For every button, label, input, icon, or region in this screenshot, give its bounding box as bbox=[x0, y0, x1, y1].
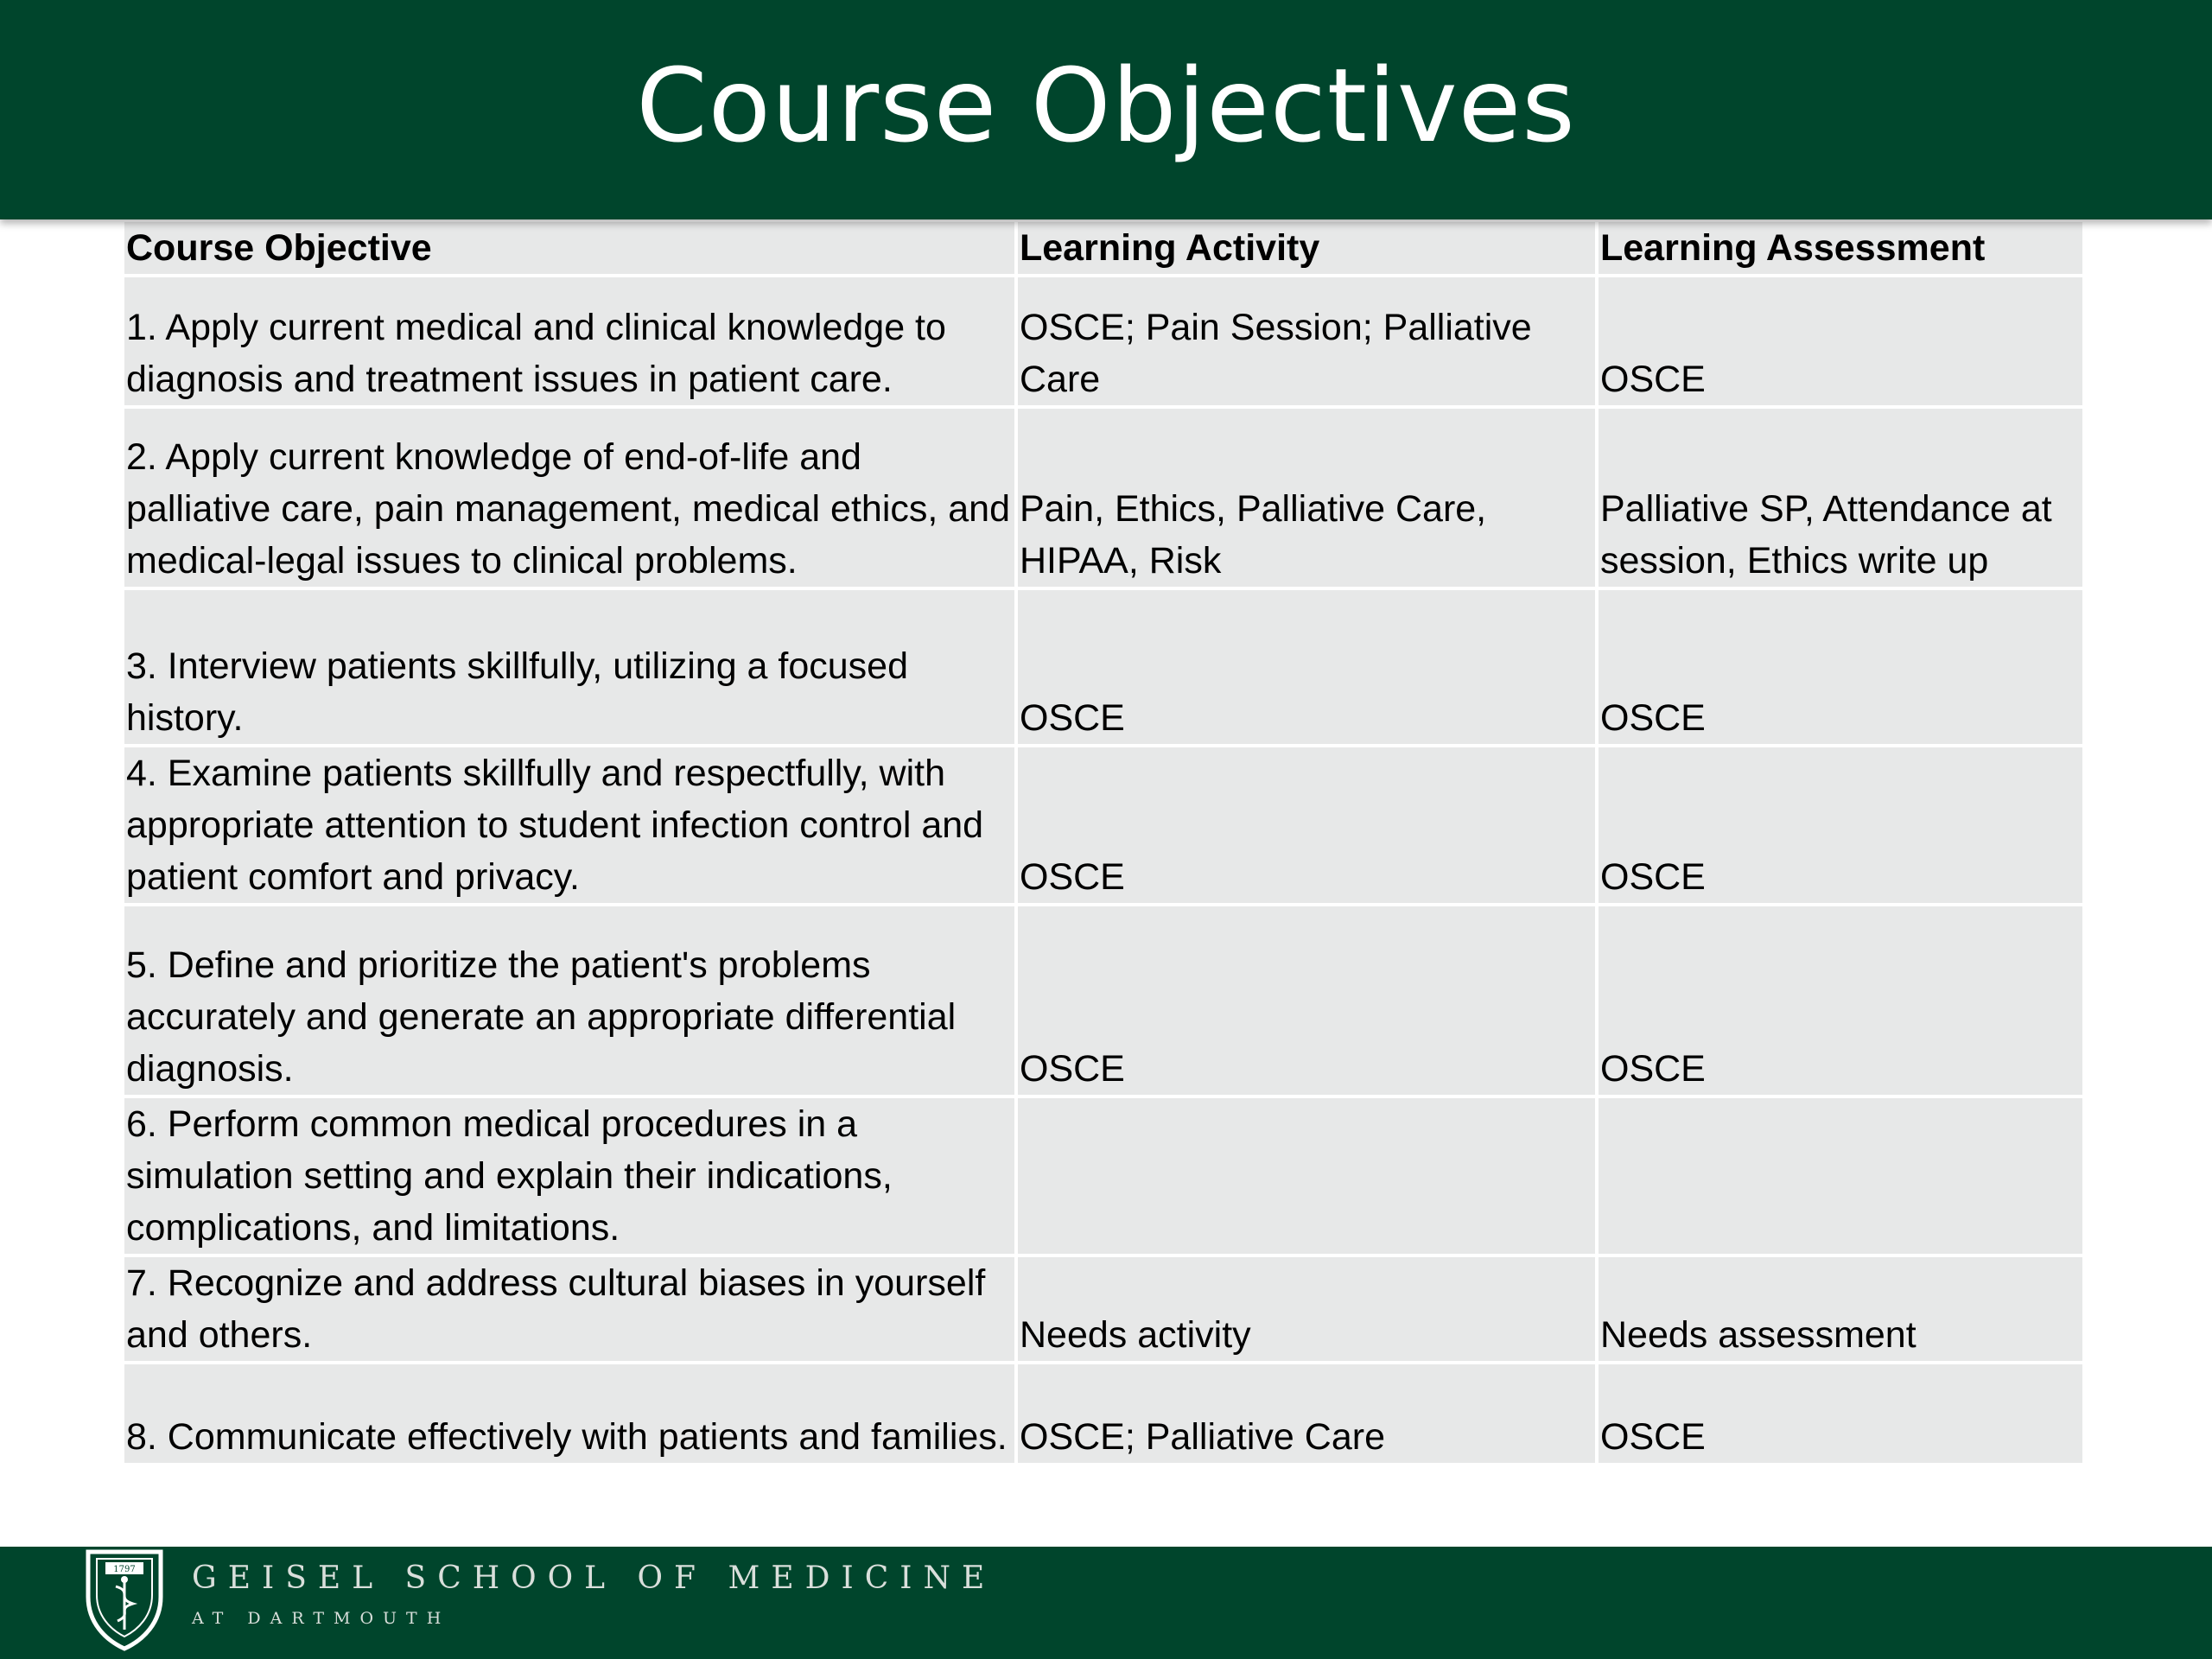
assessment-cell: OSCE bbox=[1599, 1364, 2082, 1463]
activity-cell: OSCE bbox=[1018, 590, 1595, 744]
objective-cell: 8. Communicate effectively with patients and families. bbox=[124, 1364, 1014, 1463]
objective-cell: 7. Recognize and address cultural biases in yourself and others. bbox=[124, 1257, 1014, 1361]
table-row bbox=[124, 1257, 2082, 1361]
header-learning-activity: Learning Activity bbox=[1018, 222, 1595, 274]
header-learning-assessment: Learning Assessment bbox=[1599, 222, 2082, 274]
slide-title: Course Objectives bbox=[636, 46, 1576, 165]
activity-cell: OSCE bbox=[1018, 906, 1595, 1095]
table-row bbox=[124, 590, 2082, 744]
activity-cell-needs-activity: Needs activity bbox=[1018, 1257, 1595, 1361]
assessment-cell: OSCE bbox=[1599, 277, 2082, 405]
objective-cell: 5. Define and prioritize the patient's problems accurately and generate an appropriate differential diagnosis. bbox=[124, 906, 1014, 1095]
objective-cell: 3. Interview patients skillfully, utilizing a focused history. bbox=[124, 590, 1014, 744]
assessment-cell: Palliative SP, Attendance at session, Ethics write up bbox=[1599, 409, 2082, 587]
table-row bbox=[124, 1364, 2082, 1463]
activity-cell: OSCE; Palliative Care bbox=[1018, 1364, 1595, 1463]
table-row bbox=[124, 1098, 2082, 1254]
table-row bbox=[124, 906, 2082, 1095]
activity-cell: OSCE; Pain Session; Palliative Care bbox=[1018, 277, 1595, 405]
school-name: GEISEL SCHOOL OF MEDICINE bbox=[192, 1560, 996, 1596]
geisel-crest-logo bbox=[83, 1547, 166, 1652]
svg-text:1797: 1797 bbox=[113, 1565, 136, 1574]
assessment-cell: OSCE bbox=[1599, 906, 2082, 1095]
activity-cell bbox=[1018, 1098, 1595, 1254]
objective-cell: 6. Perform common medical procedures in a simulation setting and explain their indications, complications, and limitations. bbox=[124, 1098, 1014, 1254]
assessment-cell: OSCE bbox=[1599, 590, 2082, 744]
school-subtitle: AT DARTMOUTH bbox=[192, 1609, 451, 1628]
assessment-cell bbox=[1599, 1098, 2082, 1254]
activity-cell: OSCE bbox=[1018, 747, 1595, 903]
title-bar bbox=[0, 0, 2212, 219]
assessment-cell: OSCE bbox=[1599, 747, 2082, 903]
table-row bbox=[124, 409, 2082, 587]
objective-cell: 4. Examine patients skillfully and respectfully, with appropriate attention to student infection control and patient comfort and privacy. bbox=[124, 747, 1014, 903]
table-header-row bbox=[124, 222, 2082, 274]
objectives-table bbox=[121, 219, 2086, 1466]
table-row bbox=[124, 277, 2082, 405]
objective-cell: 2. Apply current knowledge of end-of-life and palliative care, pain management, medical ethics, and medical-legal issues to clinical problems. bbox=[124, 409, 1014, 587]
table-row bbox=[124, 747, 2082, 903]
activity-cell: Pain, Ethics, Palliative Care, HIPAA, Risk bbox=[1018, 409, 1595, 587]
assessment-cell-needs-assessment: Needs assessment bbox=[1599, 1257, 2082, 1361]
objective-cell: 1. Apply current medical and clinical knowledge to diagnosis and treatment issues in patient care. bbox=[124, 277, 1014, 405]
header-course-objective: Course Objective bbox=[124, 222, 1014, 274]
